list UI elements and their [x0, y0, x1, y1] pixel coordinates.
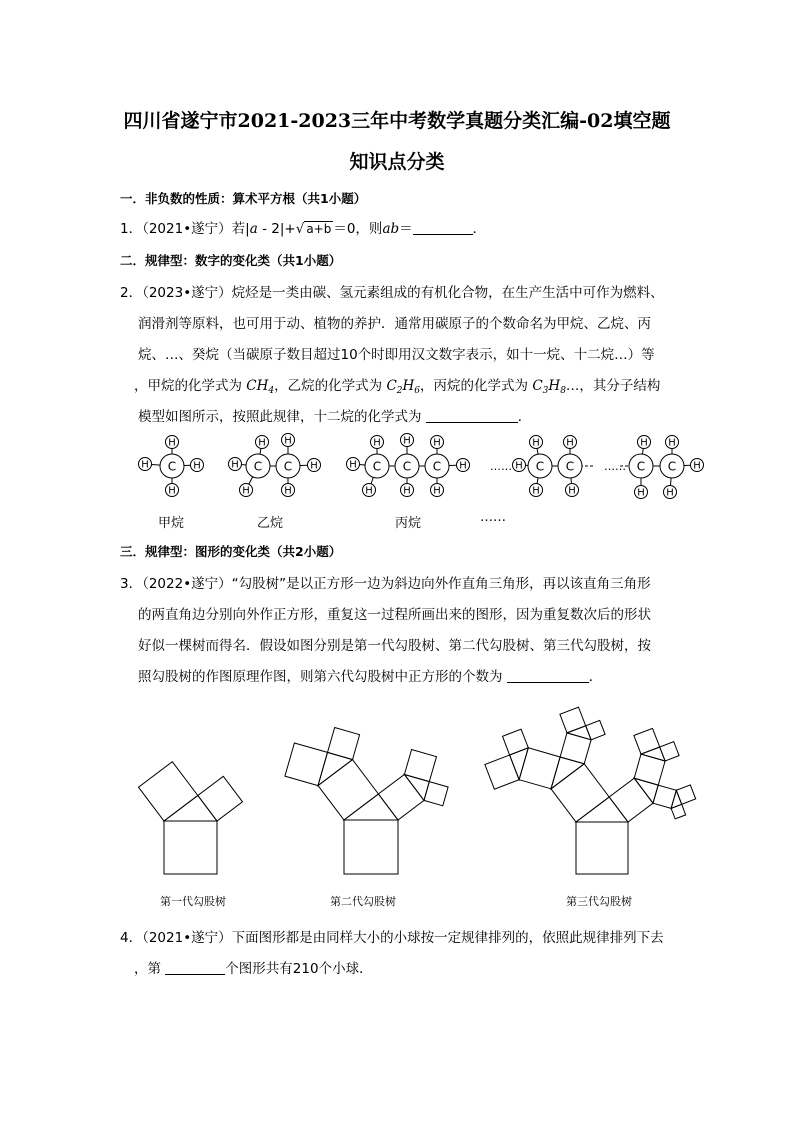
question-2-line-3: 烷、…、癸烷（当碳原子数目超过10个时即用汉文数字表示，如十一烷、十二烷…）等 — [138, 347, 655, 363]
tree-square — [404, 750, 436, 782]
question-3-line-1: 3．（2022•遂宁）“勾股树”是以正方形一边为斜边向外作直角三角形，再以该直角三角形 — [120, 576, 651, 592]
tree-square — [560, 733, 591, 764]
tree-square — [503, 729, 529, 755]
page-subtitle: 知识点分类 — [349, 151, 445, 173]
hydrogen-symbol: H — [640, 437, 648, 449]
carbon-symbol: C — [372, 459, 382, 474]
carbon-symbol: C — [565, 459, 575, 474]
hydrogen-symbol: H — [193, 460, 201, 472]
tree-square — [485, 755, 519, 789]
tree-square — [198, 776, 243, 821]
carbon-symbol: C — [283, 459, 293, 474]
sqrt-symbol: √ — [295, 221, 305, 237]
hydrogen-symbol: H — [515, 460, 523, 472]
question-source: （2021•遂宁） — [142, 930, 232, 946]
tree-square — [586, 720, 605, 739]
tree-square — [344, 820, 398, 874]
hydrogen-symbol: H — [532, 437, 540, 449]
tree-square — [139, 762, 198, 821]
pythagoras-tree-gen-1 — [139, 762, 243, 874]
hydrogen-symbol: H — [349, 459, 357, 471]
carbon-symbol: C — [432, 459, 442, 474]
hydrogen-symbol: H — [231, 459, 239, 471]
hydrogen-symbol: H — [310, 460, 318, 472]
hydrogen-symbol: H — [284, 485, 292, 497]
carbon-symbol: C — [167, 459, 177, 474]
hydrogen-symbol: H — [433, 437, 441, 449]
hydrogen-symbol: H — [433, 485, 441, 497]
question-2-line-2: 润滑剂等原料，也可用于动、植物的养护．通常用碳原子的个数命名为甲烷、乙烷、丙 — [138, 316, 651, 332]
tree-square — [576, 822, 628, 874]
label-ellipsis: …… — [480, 510, 506, 525]
tree-square — [560, 707, 586, 733]
tree-triangle — [576, 797, 628, 822]
question-2-line-5: 模型如图所示，按照此规律，十二烷的化学式为 ． — [138, 409, 532, 425]
question-2-line-4: ，甲烷的化学式为 $CH_4$，乙烷的化学式为 $C_2H_6$，丙烷的化学式为 $C_3H_8\dots$，其分子结构 — [134, 378, 661, 396]
question-3-line-3: 好似一棵树而得名．假设如图分别是第一代勾股树、第二代勾股树、第三代勾股树，按 — [138, 638, 651, 654]
section-heading-1: 一．非负数的性质：算术平方根（共1小题） — [120, 191, 367, 206]
carbon-symbol: C — [667, 459, 677, 474]
label-ethane: 乙烷 — [257, 516, 284, 531]
label-tree-gen-2: 第二代勾股树 — [330, 895, 396, 908]
formula-ch4: $CH_4$ — [246, 378, 275, 396]
question-number: 4． — [120, 930, 143, 946]
tree-square — [378, 775, 424, 821]
question-1: 1．（2021•遂宁）若|a - 2|+√ a+b ＝0，则ab＝ ． — [120, 221, 487, 237]
tree-square — [653, 785, 676, 808]
tree-square — [660, 742, 679, 761]
hydrogen-symbol: H — [532, 485, 540, 497]
tree-square — [676, 785, 695, 804]
question-3-line-4: 照勾股树的作图原理作图，则第六代勾股树中正方形的个数为 ． — [138, 669, 603, 685]
question-number: 1． — [120, 221, 143, 237]
label-tree-gen-3: 第三代勾股树 — [566, 895, 632, 908]
tree-square — [634, 728, 660, 754]
section-heading-2: 二．规律型：数字的变化类（共1小题） — [120, 253, 342, 268]
question-4-line-1: 4．（2021•遂宁）下面图形都是由同样大小的小球按一定规律排列的，依照此规律排列下去 — [120, 930, 664, 946]
hydrogen-symbol: H — [693, 460, 701, 472]
tree-square — [519, 748, 560, 789]
carbon-symbol: C — [535, 459, 545, 474]
carbon-symbol: C — [253, 459, 263, 474]
question-source: （2021•遂宁） — [142, 221, 232, 237]
tree-triangle — [164, 796, 217, 822]
hydrogen-symbol: H — [403, 485, 411, 497]
answer-blank[interactable] — [507, 669, 589, 683]
hydrogen-symbol: H — [668, 437, 676, 449]
hydrogen-symbol: H — [168, 485, 176, 497]
question-source: （2022•遂宁） — [142, 576, 232, 592]
hydrogen-symbol: H — [566, 437, 574, 449]
ellipsis-text: …… — [490, 460, 512, 473]
question-number: 2． — [120, 285, 143, 301]
radicand: a+b — [306, 222, 332, 236]
question-2-line-1: 2．（2023•遂宁）烷烃是一类由碳、氢元素组成的有机化合物，在生产生活中可作为燃料、 — [120, 285, 664, 301]
label-tree-gen-1: 第一代勾股树 — [160, 895, 226, 908]
tree-square — [318, 760, 378, 820]
formula-c3h8: $C_3H_8$ — [532, 378, 566, 396]
tree-square — [424, 782, 448, 806]
hydrogen-symbol: H — [373, 437, 381, 449]
hydrogen-symbol: H — [168, 437, 176, 449]
tree-square — [328, 728, 360, 760]
question-3-line-2: 的两直角边分别向外作正方形，重复这一过程所画出来的图形，因为重复数次后的形状 — [138, 607, 651, 623]
hydrogen-symbol: H — [568, 485, 576, 497]
tree-square — [609, 778, 653, 822]
carbon-symbol: C — [402, 459, 412, 474]
tree-triangle — [344, 794, 398, 820]
answer-blank[interactable] — [413, 221, 473, 235]
hydrogen-symbol: H — [141, 459, 149, 471]
tree-square — [285, 743, 328, 786]
tree-square — [164, 821, 217, 874]
hydrogen-symbol: H — [459, 460, 467, 472]
label-methane: 甲烷 — [158, 516, 185, 531]
formula-c2h6: $C_2H_6$ — [386, 378, 421, 396]
hydrogen-symbol: H — [666, 487, 674, 499]
hydrogen-symbol: H — [284, 435, 292, 447]
hydrogen-symbol: H — [258, 437, 266, 449]
carbon-symbol: C — [636, 459, 646, 474]
hydrogen-symbol: H — [403, 435, 411, 447]
hydrogen-symbol: H — [637, 487, 645, 499]
tree-square — [671, 804, 686, 819]
tree-triangle — [510, 748, 529, 780]
pythagoras-tree-figure — [0, 690, 794, 890]
tree-square — [634, 754, 665, 785]
pythagoras-tree-gen-3 — [485, 707, 696, 874]
pythagoras-tree-gen-2 — [285, 728, 448, 875]
page-title: 四川省遂宁市2021-2023三年中考数学真题分类汇编-02填空题 — [123, 110, 671, 132]
hydrogen-symbol: H — [365, 485, 373, 497]
ellipsis-text: …… — [604, 460, 626, 473]
question-number: 3． — [120, 576, 143, 592]
label-propane: 丙烷 — [395, 516, 422, 531]
section-heading-3: 三．规律型：图形的变化类（共2小题） — [120, 544, 342, 559]
answer-blank[interactable] — [165, 961, 225, 975]
tree-square — [551, 764, 609, 822]
question-4-line-2: ，第 个图形共有210个小球． — [134, 961, 373, 977]
hydrogen-symbol: H — [242, 485, 250, 497]
question-source: （2023•遂宁） — [142, 285, 232, 301]
